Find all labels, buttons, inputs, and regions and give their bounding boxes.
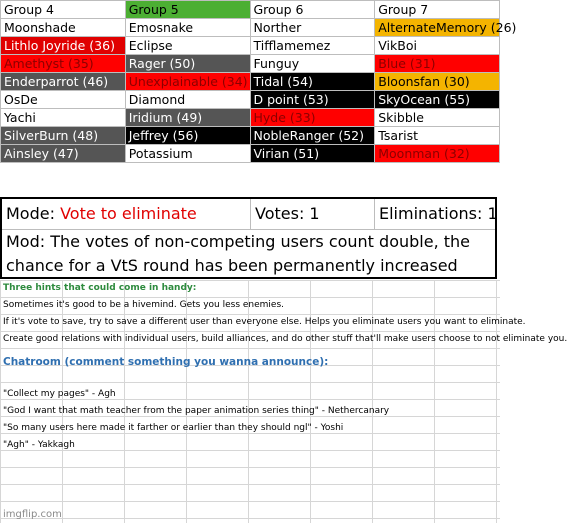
group-header: Group 4 [1,1,126,19]
status-panel [0,197,497,279]
player-cell: Lithlo Joyride (36) [1,37,126,55]
eliminations-cell: Eliminations: 1 [379,204,498,223]
hint-line: If it's vote to save, try to save a different user than everyone else. Helps you eliminate users you want to eliminate. [3,317,526,327]
player-cell: SkyOcean (55) [375,91,500,109]
group-row [1,37,500,55]
player-cell: Hyde (33) [250,109,375,127]
player-cell: Yachi [1,109,126,127]
player-cell: Ainsley (47) [1,145,126,163]
player-cell: VikBoi [375,37,500,55]
group-row [1,73,500,91]
mode-value: Vote to eliminate [60,204,197,223]
hints-title: Three hints that could come in handy: [3,283,197,293]
player-cell: Moonman (32) [375,145,500,163]
votes-cell: Votes: 1 [251,199,375,229]
player-cell: Moonshade [1,19,126,37]
player-cell: Potassium [125,145,250,163]
groups-grid [0,0,517,163]
player-cell: Tsarist [375,127,500,145]
chat-message: "Collect my pages" - Agh [3,389,116,399]
player-cell: Jeffrey (56) [125,127,250,145]
player-cell: Tifflamemez [250,37,375,55]
chat-message: "God I want that math teacher from the paper animation series thing" - Nethercanary [3,406,390,416]
group-row [1,55,500,73]
hint-line: Create good relations with individual users, build alliances, and do other stuff that'll make users choose to not eliminate you. [3,334,567,344]
player-cell: Unexplainable (34) [125,73,250,91]
imgflip-watermark: imgflip.com [3,509,62,520]
group-header-row [1,1,500,19]
player-cell: Funguy [250,55,375,73]
group-header: Group 5 [125,1,250,19]
player-cell: Bloonsfan (30) [375,73,500,91]
player-cell: Norther [250,19,375,37]
player-cell: Skibble [375,109,500,127]
player-cell: Iridium (49) [125,109,250,127]
group-row [1,127,500,145]
group-header: Group 6 [250,1,375,19]
chat-message: "So many users here made it farther or earlier than they should ngl" - Yoshi [3,423,344,433]
player-cell: Tidal (54) [250,73,375,91]
hint-line: Sometimes it's good to be a hivemind. Gets you less enemies. [3,300,285,310]
group-row [1,91,500,109]
group-row [1,19,500,37]
player-cell: Virian (51) [250,145,375,163]
mod-note: Mod: The votes of non-competing users count double, the chance for a VtS round has been permanently increased [6,232,470,275]
player-cell: Rager (50) [125,55,250,73]
player-cell: Amethyst (35) [1,55,126,73]
chat-message: "Agh" - Yakkagh [3,440,75,450]
player-cell: Blue (31) [375,55,500,73]
player-cell: SilverBurn (48) [1,127,126,145]
group-row [1,109,500,127]
player-cell: D point (53) [250,91,375,109]
player-cell: OsDe [1,91,126,109]
group-header: Group 7 [375,1,500,19]
chatroom-title: Chatroom (comment something you wanna announce): [3,356,329,368]
player-cell: Enderparrot (46) [1,73,126,91]
player-cell: AlternateMemory (26) [375,19,500,37]
player-cell: Diamond [125,91,250,109]
player-cell: NobleRanger (52) [250,127,375,145]
player-cell: Eclipse [125,37,250,55]
player-cell: Emosnake [125,19,250,37]
notes-sheet [0,280,567,523]
status-row [2,199,498,230]
groups-table [0,0,517,163]
mode-label: Mode: [6,204,61,223]
group-row [1,145,500,163]
mode-cell [2,199,251,229]
